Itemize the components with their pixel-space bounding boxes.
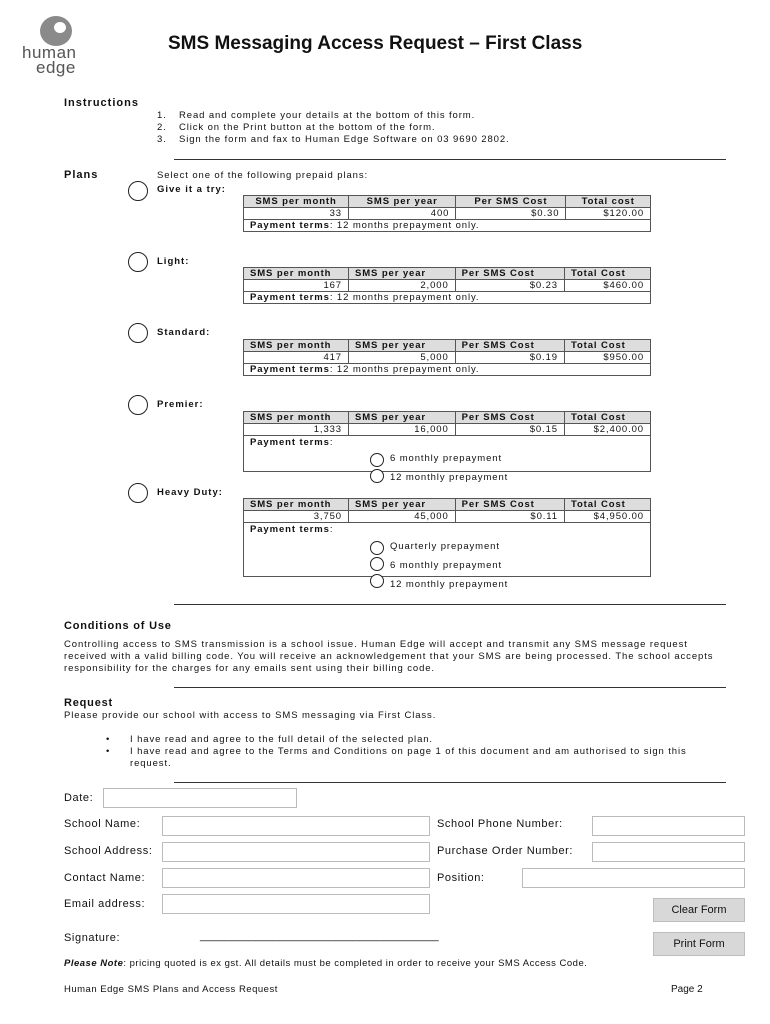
signature-label: Signature: (64, 932, 121, 944)
logo-mark (40, 16, 72, 46)
payment-option-label: Quarterly prepayment (390, 541, 500, 552)
payment-radio-heavy-quarterly[interactable] (370, 541, 384, 555)
school-address-label: School Address: (64, 845, 153, 857)
plan-radio-give-it-a-try[interactable] (128, 181, 148, 201)
plans-heading: Plans (64, 169, 99, 181)
plan-radio-light[interactable] (128, 252, 148, 272)
school-address-field[interactable] (162, 842, 430, 862)
list-item: • I have read and agree to the full detail of the selected plan. (106, 734, 433, 745)
divider (174, 687, 726, 688)
instructions-heading: Instructions (64, 97, 139, 109)
payment-option-label: 6 monthly prepayment (390, 453, 502, 464)
plan-table: SMS per month SMS per year Per SMS Cost Total Cost 3,750 45,000 $0.11 $4,950.00 Payment terms: (243, 498, 651, 577)
request-intro: Please provide our school with access to SMS messaging via First Class. (64, 710, 437, 721)
print-form-button[interactable]: Print Form (653, 932, 745, 956)
plan-label: Heavy Duty: (157, 487, 223, 498)
school-phone-field[interactable] (592, 816, 745, 836)
list-item: • I have read and agree to the Terms and Conditions on page 1 of this document and am authorised to sign this request. (106, 746, 687, 769)
request-heading: Request (64, 697, 113, 709)
instruction-item: 3. Sign the form and fax to Human Edge Software on 03 9690 2802. (157, 134, 510, 145)
divider (174, 159, 726, 160)
logo-text-edge: edge (36, 58, 76, 77)
page-number: Page 2 (671, 984, 703, 995)
plan-table: SMS per month SMS per year Per SMS Cost Total Cost 417 5,000 $0.19 $950.00 Payment terms: 12 months prepayment only. (243, 339, 651, 376)
contact-name-label: Contact Name: (64, 872, 146, 884)
email-field[interactable] (162, 894, 430, 914)
plan-radio-premier[interactable] (128, 395, 148, 415)
purchase-order-field[interactable] (592, 842, 745, 862)
plan-table: SMS per month SMS per year Per SMS Cost Total Cost 1,333 16,000 $0.15 $2,400.00 Payment terms: (243, 411, 651, 472)
school-name-label: School Name: (64, 818, 141, 830)
payment-option-label: 12 monthly prepayment (390, 472, 509, 483)
instructions-list (157, 110, 510, 146)
request-bullets (106, 734, 706, 770)
conditions-heading: Conditions of Use (64, 620, 172, 632)
payment-radio-heavy-6-monthly[interactable] (370, 557, 384, 571)
plan-radio-standard[interactable] (128, 323, 148, 343)
date-field[interactable] (103, 788, 297, 808)
payment-radio-heavy-12-monthly[interactable] (370, 574, 384, 588)
clear-form-button[interactable]: Clear Form (653, 898, 745, 922)
plan-table: SMS per month SMS per year Per SMS Cost Total Cost 167 2,000 $0.23 $460.00 Payment terms: 12 months prepayment only. (243, 267, 651, 304)
payment-option-label: 12 monthly prepayment (390, 579, 509, 590)
purchase-order-label: Purchase Order Number: (437, 845, 574, 857)
page-title: SMS Messaging Access Request – First Class (168, 33, 583, 54)
footer-title: Human Edge SMS Plans and Access Request (64, 984, 278, 995)
plan-label: Premier: (157, 399, 204, 410)
plan-label: Light: (157, 256, 190, 267)
payment-radio-premier-6-monthly[interactable] (370, 453, 384, 467)
signature-line[interactable]: _______________________________________ (200, 930, 439, 942)
instruction-item: 2. Click on the Print button at the bottom of the form. (157, 122, 436, 133)
contact-name-field[interactable] (162, 868, 430, 888)
instruction-item: 1. Read and complete your details at the bottom of this form. (157, 110, 476, 121)
divider (174, 782, 726, 783)
position-field[interactable] (522, 868, 745, 888)
logo-text-human: human (22, 43, 77, 62)
payment-radio-premier-12-monthly[interactable] (370, 469, 384, 483)
payment-option-label: 6 monthly prepayment (390, 560, 502, 571)
note: Please Note: pricing quoted is ex gst. All details must be completed in order to receive your SMS Access Code. (64, 958, 588, 969)
date-label: Date: (64, 792, 94, 804)
plan-label: Standard: (157, 327, 211, 338)
school-name-field[interactable] (162, 816, 430, 836)
plan-radio-heavy-duty[interactable] (128, 483, 148, 503)
plans-intro: Select one of the following prepaid plans: (157, 170, 369, 181)
email-label: Email address: (64, 898, 146, 910)
conditions-text: Controlling access to SMS transmission is a school issue. Human Edge will accept and transmit any SMS message request received with a valid billing code. You will receive an acknowledgement that your SMS are being processed. The school accepts responsibility for the charges for any emails sent using their billing code. (64, 639, 714, 674)
school-phone-label: School Phone Number: (437, 818, 563, 830)
plan-label: Give it a try: (157, 184, 226, 195)
plan-table: SMS per month SMS per year Per SMS Cost Total cost 33 400 $0.30 $120.00 Payment terms: 12 months prepayment only. (243, 195, 651, 232)
divider (174, 604, 726, 605)
position-label: Position: (437, 872, 485, 884)
